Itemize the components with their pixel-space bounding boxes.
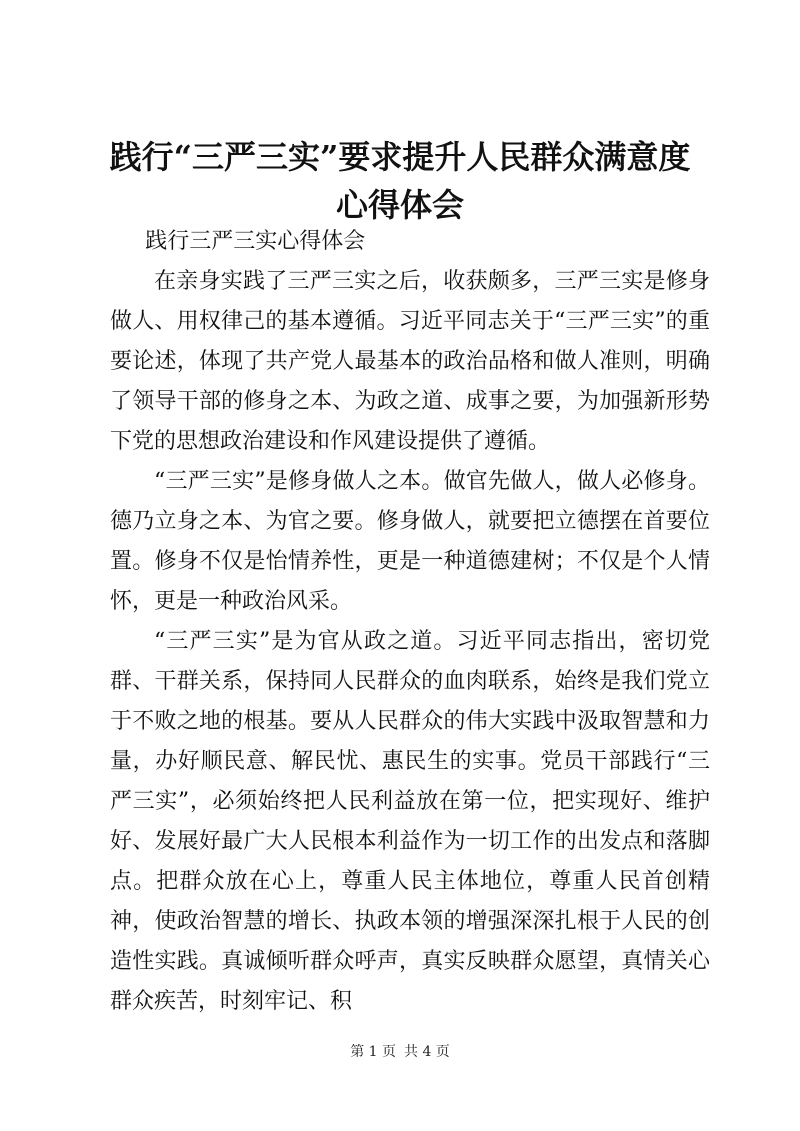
paragraph-2: “三严三实”是修身做人之本。做官先做人，做人必修身。德乃立身之本、为官之要。修身做人，就要把立德摆在首要位置。修身不仅是怡情养性，更是一种道德建树；不仅是个人情怀，更是一种政治风采。 (110, 469, 710, 614)
paragraph-1: 在亲身实践了三严三实之后，收获颇多，三严三实是修身做人、用权律己的基本遵循。习近平同志关于“三严三实”的重要论述，体现了共产党人最基本的政治品格和做人准则，明确了领导干部的修身之本、为政之道、成事之要，为加强新形势下党的思想政治建设和作风建设提供了遵循。 (110, 269, 710, 454)
document-title: 践行“三严三实”要求提升人民群众满意度心得体会 (109, 138, 691, 224)
page-number: 第 1 页 (350, 1044, 396, 1060)
paragraph-3: “三严三实”是为官从政之道。习近平同志指出，密切党群、干群关系，保持同人民群众的血肉联系，始终是我们党立于不败之地的根基。要从人民群众的伟大实践中汲取智慧和力量，办好顺民意、解民忧、惠民生的实事。党员干部践行“三严三实”，必须始终把人民利益放在第一位，把实现好、维护好、发展好最广大人民根本利益作为一切工作的出发点和落脚点。把群众放在心上，尊重人民主体地位，尊重人民首创精神，使政治智慧的增长、执政本领的增强深深扎根于人民的创造性实践。真诚倾听群众呼声，真实反映群众愿望，真情关心群众疾苦，时刻牢记、积 (110, 629, 710, 1014)
page-total: 共 4 页 (404, 1044, 450, 1060)
page-footer (0, 1042, 800, 1062)
document-subtitle: 践行三严三实心得体会 (145, 229, 366, 254)
document-body (110, 222, 710, 1022)
